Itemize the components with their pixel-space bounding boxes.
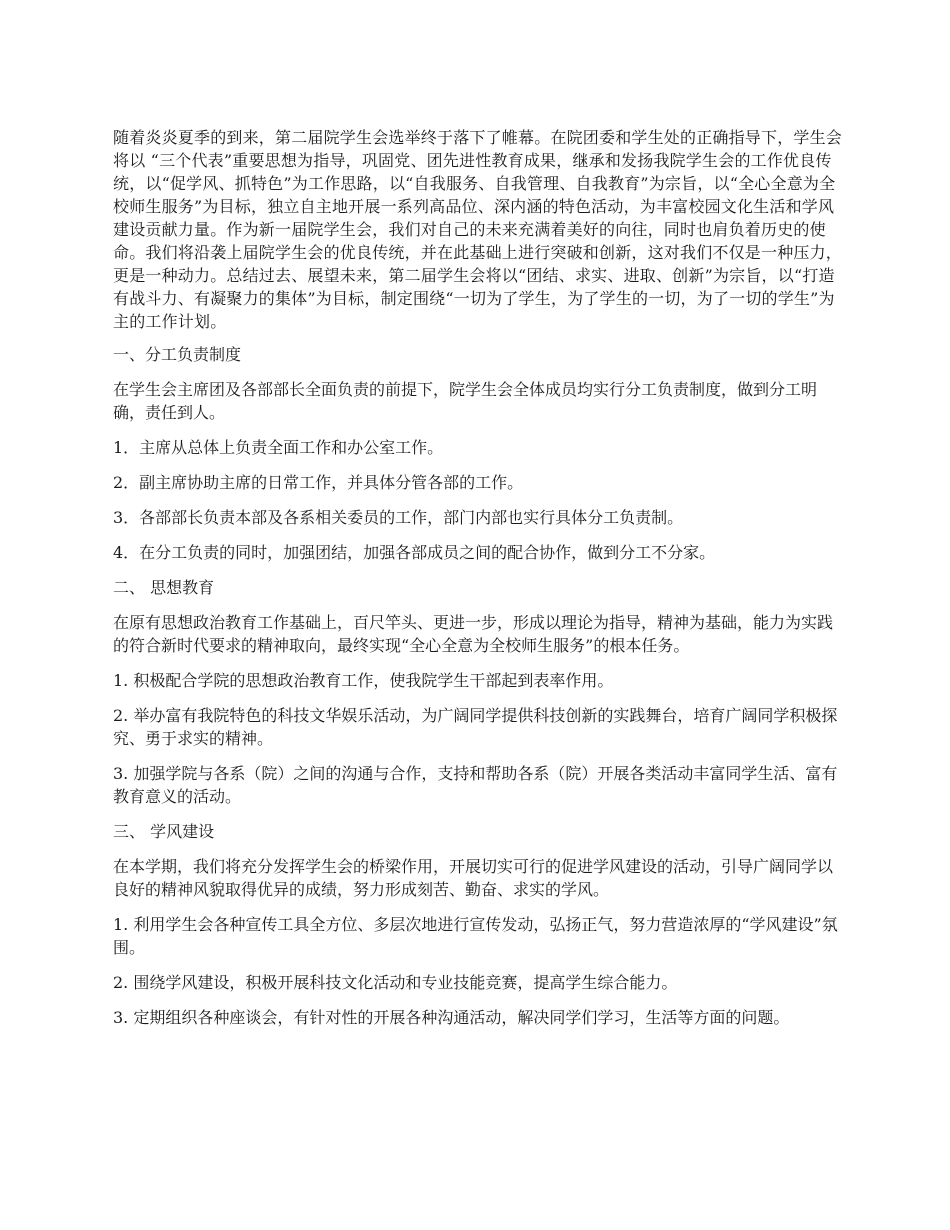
section-title: 三、 学风建设 <box>113 822 215 841</box>
list-item: 3. 定期组织各种座谈会，有针对性的开展各种沟通活动，解决同学们学习，生活等方面的问题。 <box>113 1008 790 1027</box>
list-item: 3. 加强学院与各系（院）之间的沟通与合作，支持和帮助各系（院）开展各类活动丰富同学生活、富有教育意义的活动。 <box>113 764 838 806</box>
list-item: 2. 围绕学风建设，积极开展科技文化活动和专业技能竞赛，提高学生综合能力。 <box>113 973 678 992</box>
section-title: 二、 思想教育 <box>113 578 215 597</box>
section-division-of-labor <box>113 343 843 564</box>
section-paragraph: 在原有思想政治教育工作基础上，百尺竿头、更进一步，形成以理论为指导，精神为基础，能力为实践的符合新时代要求的精神取向，最终实现“全心全意为全校师生服务”的根本任务。 <box>113 613 834 655</box>
list-item: 1. 积极配合学院的思想政治教育工作，使我院学生干部起到表率作用。 <box>113 671 614 690</box>
section-paragraph: 在本学期，我们将充分发挥学生会的桥梁作用，开展切实可行的促进学风建设的活动，引导广阔同学以良好的精神风貌取得优异的成绩，努力形成刻苦、勤奋、求实的学风。 <box>113 857 834 899</box>
section-ideological-education <box>113 576 843 808</box>
list-item: 1．主席从总体上负责全面工作和办公室工作。 <box>113 438 444 457</box>
list-item: 3．各部部长负责本部及各系相关委员的工作，部门内部也实行具体分工负责制。 <box>113 508 684 527</box>
section-paragraph: 在学生会主席团及各部部长全面负责的前提下，院学生会全体成员均实行分工负责制度，做到分工明确，责任到人。 <box>113 380 818 422</box>
section-title: 一、分工负责制度 <box>113 345 242 364</box>
list-item: 4．在分工负责的同时，加强团结，加强各部成员之间的配合协作，做到分工不分家。 <box>113 543 716 562</box>
list-item: 1. 利用学生会各种宣传工具全方位、多层次地进行宣传发动，弘扬正气，努力营造浓厚的“学风建设”氛围。 <box>113 915 838 957</box>
list-item: 2. 举办富有我院特色的科技文华娱乐活动，为广阔同学提供科技创新的实践舞台，培育广阔同学积极探究、勇于求实的精神。 <box>113 706 838 748</box>
document-page <box>113 126 843 1041</box>
intro-paragraph: 随着炎炎夏季的到来，第二届院学生会选举终于落下了帷幕。在院团委和学生处的正确指导下，学生会将以 “三个代表”重要思想为指导，巩固党、团先进性教育成果，继承和发扬我院学生会的工作优良传统，以“促学风、抓特色”为工作思路，以“自我服务、自我管理、自我教育”为宗旨，以“全心全意为全校师生服务”为目标，独立自主地开展一系列高品位、深内涵的特色活动，为丰富校园文化生活和学风建设贡献力量。作为新一届院学生会，我们对自己的未来充满着美好的向往，同时也肩负着历史的使命。我们将沿袭上届院学生会的优良传统，并在此基础上进行突破和创新，这对我们不仅是一种压力，更是一种动力。总结过去、展望未来，第二届学生会将以“团结、求实、进取、创新”为宗旨，以“打造有战斗力、有凝聚力的集体”为目标，制定围绕“一切为了学生，为了学生的一切，为了一切的学生”为主的工作计划。 <box>113 128 843 331</box>
list-item: 2．副主席协助主席的日常工作，并具体分管各部的工作。 <box>113 473 524 492</box>
section-study-style <box>113 820 843 1029</box>
